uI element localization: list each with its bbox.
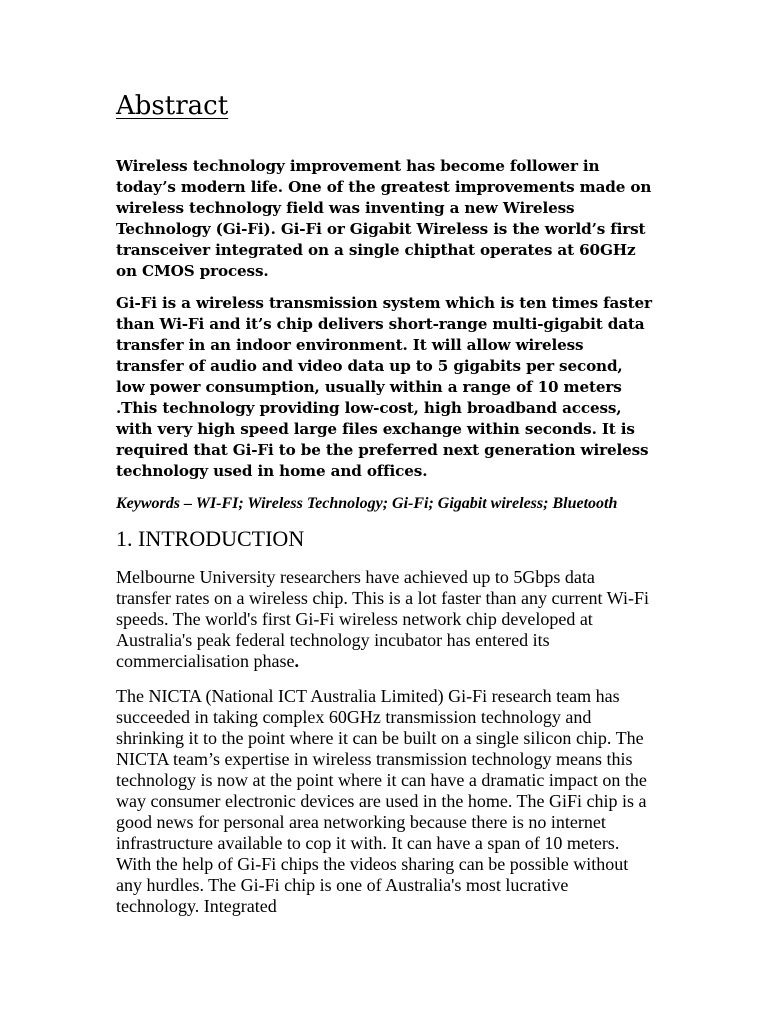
intro-paragraph-2-part1: The NICTA (National ICT Australia Limited) Gi-Fi research team has succeeded in taking complex 60GHz transmission technology and shrinking it to the point where it can be built on a single silicon xyxy=(116,686,620,748)
intro-paragraph-1-end: . xyxy=(294,651,299,671)
intro-paragraph-2 xyxy=(116,686,653,917)
abstract-paragraph-1: Wireless technology improvement has become follower in today’s modern life. One of the greatest improvements made on wireless technology field was inventing a new Wireless Technology (Gi-Fi). Gi-Fi or Gigabit Wireless is the world’s first transceiver integrated on a single chipthat operates at 60GHz on CMOS process. xyxy=(116,157,652,280)
intro-paragraph-2-part2: chip. The NICTA team’s expertise in xyxy=(116,728,644,769)
introduction-heading: 1. INTRODUCTION xyxy=(116,526,305,551)
abstract-paragraph-2: Gi-Fi is a wireless transmission system which is ten times faster than Wi-Fi and it’s chip delivers short-range multi-gigabit data transfer in an indoor environment. It will allow wireless transfer of audio and video data up to 5 gigabits per second, low power consumption, usually within a range of 10 meters .This technology providing low-cost, high broadband access, with very high speed large files exchange within seconds. It is required that Gi-Fi to be the preferred next generation wireless technology used in home and offices. xyxy=(116,294,652,480)
intro-paragraph-2-part3: wireless transmission technology means this technology is now at the point where it can have a dramatic impact on the way consumer electronic devices are used in the home. The GiFi chip is a good news for personal area networking because there is no internet infrastructure available to cop it with. It can have a span of 10 meters. With the help of Gi-Fi chips the videos sharing can be possible without any hurdles. The Gi-Fi chip is one of Australia's most lucrative technology. Integrated xyxy=(116,749,647,916)
keywords: Keywords – WI-FI; Wireless Technology; Gi-Fi; Gigabit wireless; Bluetooth xyxy=(116,495,618,512)
intro-paragraph-1-text: Melbourne University researchers have achieved up to 5Gbps data transfer rates on a wireless chip. This is a lot faster than any current Wi-Fi speeds. The world's first Gi-Fi wireless network chip developed at Australia's peak federal technology incubator has entered its commercialisation phase xyxy=(116,567,649,671)
intro-paragraph-1 xyxy=(116,567,653,672)
abstract-title: Abstract xyxy=(116,91,229,121)
